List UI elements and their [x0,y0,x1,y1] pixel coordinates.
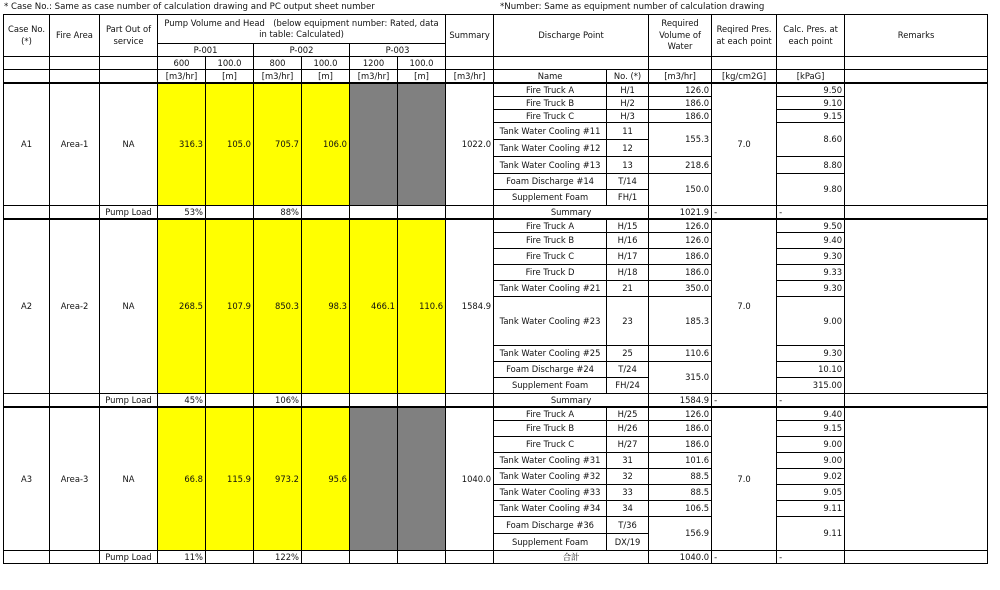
point-name: Fire Truck B [494,421,607,437]
unit-cell: [m] [302,70,350,84]
pump-load-p002: 106% [254,394,302,408]
point-calc-pres: 9.02 [777,469,845,485]
point-no: T/36 [607,517,649,534]
point-calc-pres: 9.11 [777,517,845,551]
summary-total: 1584.9 [649,394,712,408]
point-no: 12 [607,140,649,157]
p002-flow: 705.7 [254,83,302,206]
p003-flow-disabled [350,407,398,551]
summary-calc: - [777,551,845,564]
note-equipment-number: *Number: Same as equipment number of calculation drawing [500,2,765,12]
p003-head-disabled [398,83,446,206]
case-summary: 1022.0 [446,83,494,206]
point-no: 13 [607,157,649,174]
point-calc-pres: 10.10 [777,362,845,378]
p003-head-disabled [398,407,446,551]
point-no: H/3 [607,110,649,123]
point-name: Supplement Foam [494,378,607,394]
point-name: Tank Water Cooling #25 [494,346,607,362]
point-calc-pres: 8.60 [777,123,845,157]
point-volume: 315.0 [649,362,712,394]
pump-load-label: Pump Load [100,551,158,564]
point-volume: 186.0 [649,421,712,437]
point-calc-pres: 9.50 [777,219,845,233]
p003-flow-disabled [350,83,398,206]
point-no: H/16 [607,233,649,249]
p001-flow: 316.3 [158,83,206,206]
point-volume: 186.0 [649,97,712,110]
point-volume: 106.5 [649,501,712,517]
point-name: Foam Discharge #24 [494,362,607,378]
part-out: NA [100,407,158,551]
point-name: Tank Water Cooling #31 [494,453,607,469]
header-no: No. (*) [607,70,649,84]
point-no: T/24 [607,362,649,378]
pump-calculation-table [3,14,988,564]
summary-total: 1021.9 [649,206,712,220]
point-no: 32 [607,469,649,485]
point-no: 33 [607,485,649,501]
point-name: Supplement Foam [494,534,607,551]
point-volume: 155.3 [649,123,712,157]
point-volume: 350.0 [649,281,712,297]
summary-total: 1040.0 [649,551,712,564]
header-fire-area: Fire Area [50,15,100,57]
case-no: A1 [4,83,50,206]
point-no: H/15 [607,219,649,233]
pump-load-p001: 11% [158,551,206,564]
case-summary: 1040.0 [446,407,494,551]
p002-head: 106.0 [302,83,350,206]
case-summary: 1584.9 [446,219,494,394]
header-remarks: Remarks [845,15,988,57]
unit-cell: [kPaG] [777,70,845,84]
summary-pres: - [712,551,777,564]
header-p002: P-002 [254,44,350,57]
summary-pres: - [712,206,777,220]
point-calc-pres: 8.80 [777,157,845,174]
remarks-cell [845,83,988,206]
fire-area: Area-2 [50,219,100,394]
point-calc-pres: 9.00 [777,453,845,469]
point-volume: 186.0 [649,110,712,123]
point-calc-pres: 9.05 [777,485,845,501]
point-volume: 110.6 [649,346,712,362]
point-calc-pres: 9.10 [777,97,845,110]
point-name: Fire Truck C [494,110,607,123]
header-part-out: Part Out of service [100,15,158,57]
case-no: A2 [4,219,50,394]
notes-bar [0,0,1000,14]
p003-head: 110.6 [398,219,446,394]
point-name: Fire Truck C [494,437,607,453]
part-out: NA [100,83,158,206]
point-name: Fire Truck A [494,407,607,421]
point-name: Tank Water Cooling #11 [494,123,607,140]
point-no: H/18 [607,265,649,281]
unit-cell: [m3/hr] [158,70,206,84]
point-no: 11 [607,123,649,140]
point-calc-pres: 9.15 [777,110,845,123]
summary-calc: - [777,206,845,220]
point-calc-pres: 9.40 [777,407,845,421]
point-calc-pres: 9.30 [777,281,845,297]
p002-head: 95.6 [302,407,350,551]
rated-p001-head: 100.0 [206,57,254,70]
point-name: Foam Discharge #36 [494,517,607,534]
point-no: H/2 [607,97,649,110]
case-no: A3 [4,407,50,551]
p001-head: 115.9 [206,407,254,551]
point-volume: 150.0 [649,174,712,206]
point-no: H/27 [607,437,649,453]
fire-area: Area-3 [50,407,100,551]
point-name: Tank Water Cooling #33 [494,485,607,501]
rated-p002-flow: 800 [254,57,302,70]
unit-cell: [m] [398,70,446,84]
point-calc-pres: 9.30 [777,346,845,362]
point-calc-pres: 9.80 [777,174,845,206]
point-no: 34 [607,501,649,517]
point-volume: 186.0 [649,437,712,453]
point-name: Tank Water Cooling #34 [494,501,607,517]
unit-cell: [kg/cm2G] [712,70,777,84]
point-no: DX/19 [607,534,649,551]
header-name: Name [494,70,607,84]
rated-p003-flow: 1200 [350,57,398,70]
unit-cell: [m3/hr] [350,70,398,84]
case-block-a2 [4,219,988,407]
point-no: T/14 [607,174,649,190]
required-pressure: 7.0 [712,83,777,206]
point-volume: 126.0 [649,407,712,421]
unit-cell: [m3/hr] [649,70,712,84]
point-name: Supplement Foam [494,190,607,206]
p001-head: 105.0 [206,83,254,206]
header-pump-group: Pump Volume and Head (below equipment number: Rated, data in table: Calculated) [158,15,446,44]
rated-p001-flow: 600 [158,57,206,70]
point-name: Tank Water Cooling #12 [494,140,607,157]
pump-load-label: Pump Load [100,394,158,408]
header-p003: P-003 [350,44,446,57]
summary-calc: - [777,394,845,408]
point-name: Tank Water Cooling #32 [494,469,607,485]
fire-area: Area-1 [50,83,100,206]
p001-flow: 66.8 [158,407,206,551]
p003-flow: 466.1 [350,219,398,394]
pump-load-p001: 45% [158,394,206,408]
point-calc-pres: 9.50 [777,83,845,97]
point-volume: 88.5 [649,485,712,501]
point-no: 23 [607,297,649,346]
p002-flow: 850.3 [254,219,302,394]
point-name: Tank Water Cooling #21 [494,281,607,297]
point-volume: 88.5 [649,469,712,485]
header-summary: Summary [446,15,494,57]
pump-load-label: Pump Load [100,206,158,220]
point-no: H/1 [607,83,649,97]
pump-load-p001: 53% [158,206,206,220]
p001-flow: 268.5 [158,219,206,394]
remarks-cell [845,219,988,394]
point-no: FH/24 [607,378,649,394]
point-calc-pres: 9.11 [777,501,845,517]
header-calc-pres: Calc. Pres. at each point [777,15,845,57]
summary-label: Summary [494,206,649,220]
header-reqired-pres: Reqired Pres. at each point [712,15,777,57]
point-volume: 186.0 [649,265,712,281]
point-name: Fire Truck A [494,83,607,97]
point-volume: 186.0 [649,249,712,265]
unit-cell: [m3/hr] [254,70,302,84]
header-case-no: Case No. (*) [4,15,50,57]
point-name: Fire Truck B [494,233,607,249]
point-no: H/26 [607,421,649,437]
point-name: Fire Truck B [494,97,607,110]
point-name: Fire Truck A [494,219,607,233]
header-discharge-point: Discharge Point [494,15,649,57]
point-no: FH/1 [607,190,649,206]
p001-head: 107.9 [206,219,254,394]
point-calc-pres: 9.00 [777,297,845,346]
point-volume: 185.3 [649,297,712,346]
rated-p002-head: 100.0 [302,57,350,70]
point-calc-pres: 9.00 [777,437,845,453]
case-block-a1 [4,83,988,219]
p002-flow: 973.2 [254,407,302,551]
point-volume: 126.0 [649,219,712,233]
case-block-a3 [4,407,988,564]
point-name: Fire Truck D [494,265,607,281]
point-name: Fire Truck C [494,249,607,265]
point-volume: 156.9 [649,517,712,551]
point-no: 25 [607,346,649,362]
point-calc-pres: 9.40 [777,233,845,249]
point-calc-pres: 315.00 [777,378,845,394]
note-case-number: * Case No.: Same as case number of calculation drawing and PC output sheet number [4,2,375,12]
point-calc-pres: 9.33 [777,265,845,281]
p002-head: 98.3 [302,219,350,394]
point-name: Tank Water Cooling #23 [494,297,607,346]
point-calc-pres: 9.30 [777,249,845,265]
point-name: Foam Discharge #14 [494,174,607,190]
pump-load-p002: 122% [254,551,302,564]
point-volume: 218.6 [649,157,712,174]
unit-cell: [m] [206,70,254,84]
header-required-volume: Required Volume of Water [649,15,712,57]
point-volume: 126.0 [649,83,712,97]
summary-pres: - [712,394,777,408]
part-out: NA [100,219,158,394]
summary-label: 合計 [494,551,649,564]
point-name: Tank Water Cooling #13 [494,157,607,174]
point-volume: 101.6 [649,453,712,469]
pump-load-p002: 88% [254,206,302,220]
rated-p003-head: 100.0 [398,57,446,70]
point-no: H/25 [607,407,649,421]
point-calc-pres: 9.15 [777,421,845,437]
summary-label: Summary [494,394,649,408]
point-no: 31 [607,453,649,469]
point-no: H/17 [607,249,649,265]
required-pressure: 7.0 [712,407,777,551]
unit-cell: [m3/hr] [446,70,494,84]
remarks-cell [845,407,988,551]
point-volume: 126.0 [649,233,712,249]
required-pressure: 7.0 [712,219,777,394]
point-no: 21 [607,281,649,297]
header-p001: P-001 [158,44,254,57]
